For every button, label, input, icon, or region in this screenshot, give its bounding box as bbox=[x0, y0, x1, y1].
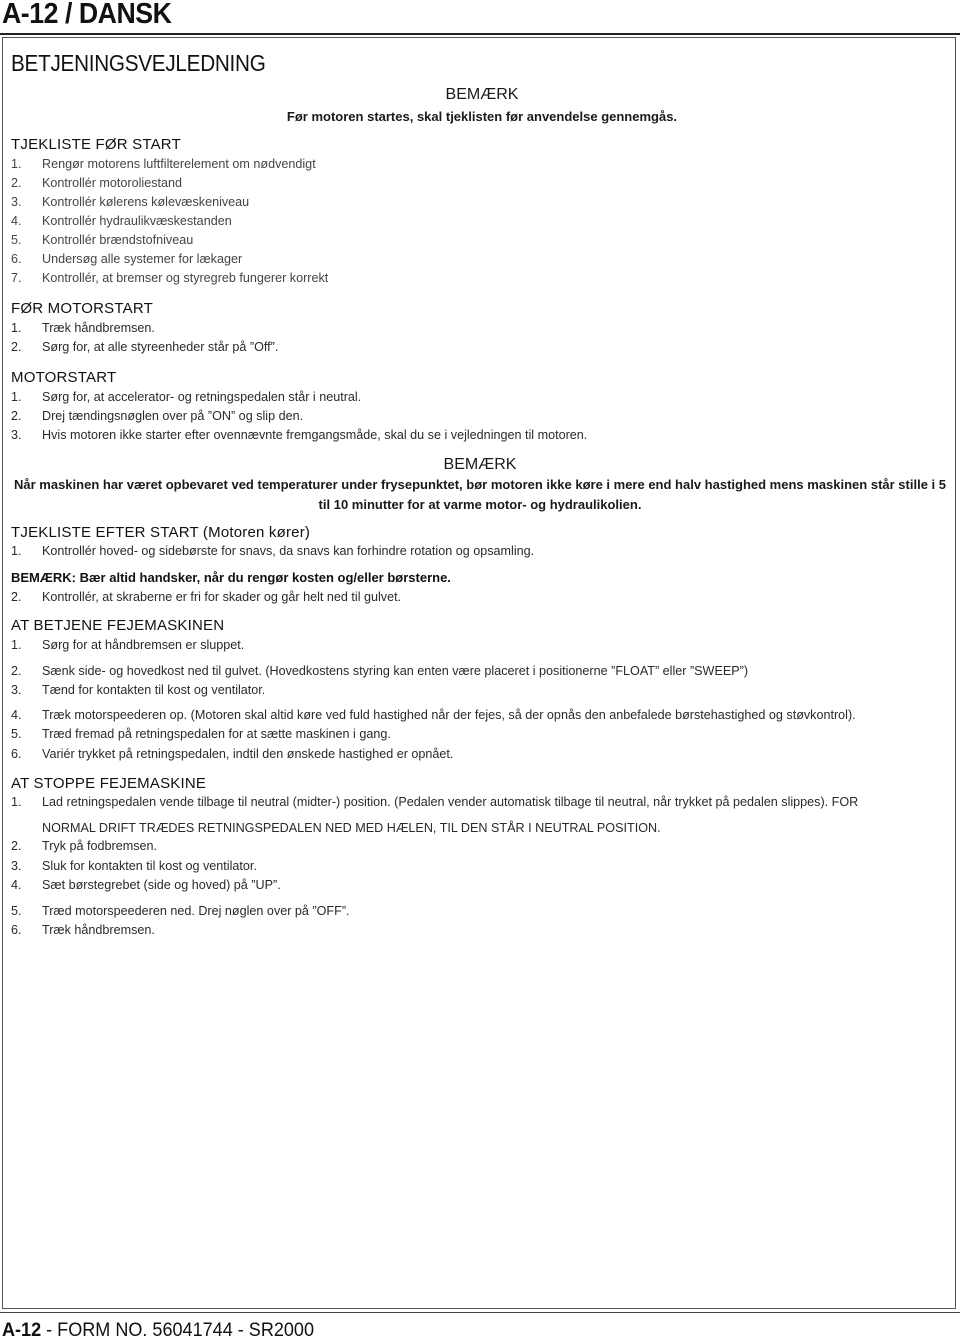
list-item: 3. Kontrollér kølerens kølevæskeniveau bbox=[11, 195, 250, 209]
list-item: 6. Undersøg alle systemer for lækager bbox=[11, 252, 243, 266]
list-item: 4. Sæt børstegrebet (side og hoved) på ”UP”. bbox=[11, 878, 281, 892]
glove-note: BEMÆRK: Bær altid handsker, når du rengør kosten og/eller børsterne. bbox=[11, 570, 451, 585]
list-item-continuation: NORMAL DRIFT TRÆDES RETNINGSPEDALEN NED MED HÆLEN, TIL DEN STÅR I NEUTRAL POSITION. bbox=[42, 821, 661, 835]
list-item: 1. Kontrollér hoved- og sidebørste for snavs, da snavs kan forhindre rotation og opsamling. bbox=[11, 544, 535, 558]
list-item: 1. Sørg for, at accelerator- og retningspedalen står i neutral. bbox=[11, 390, 362, 404]
stop-heading: AT STOPPE FEJEMASKINE bbox=[11, 775, 207, 792]
footer-page-number: A-12 bbox=[2, 1320, 42, 1341]
note-label: BEMÆRK bbox=[443, 456, 517, 473]
checklist-before-heading: TJEKLISTE FØR START bbox=[11, 136, 181, 153]
footer-form-number: - FORM NO. 56041744 - SR2000 bbox=[41, 1320, 315, 1341]
list-item: 2. Drej tændingsnøglen over på ”ON” og slip den. bbox=[11, 409, 304, 423]
list-item: 2. Kontrollér motoroliestand bbox=[11, 176, 183, 190]
list-item: 1. Lad retningspedalen vende tilbage til neutral (midter-) position. (Pedalen vender automatisk tilbage til neutral, når trykket på pedalen slippes). FOR bbox=[11, 795, 859, 809]
list-item: 4. Kontrollér hydraulikvæskestanden bbox=[11, 214, 232, 228]
list-item: 3. Sluk for kontakten til kost og ventilator. bbox=[11, 859, 257, 873]
note-label: BEMÆRK bbox=[445, 86, 519, 103]
section-title: BETJENINGSVEJLEDNING bbox=[11, 50, 266, 76]
list-item: 4. Træk motorspeederen op. (Motoren skal altid køre ved fuld hastighed når der fejes, så der opnås den anbefalede børstehastighed og støvkontrol). bbox=[11, 708, 856, 722]
list-item: 2. Sørg for, at alle styreenheder står på ”Off”. bbox=[11, 340, 279, 354]
list-item: 1. Rengør motorens luftfilterelement om nødvendigt bbox=[11, 157, 316, 171]
list-item: 7. Kontrollér, at bremser og styregreb fungerer korrekt bbox=[11, 271, 329, 285]
list-item: 3. Hvis motoren ikke starter efter ovennævnte fremgangsmåde, skal du se i vejledningen til motoren. bbox=[11, 428, 588, 442]
footer-divider bbox=[0, 1312, 960, 1313]
page-title: A-12 / DANSK bbox=[2, 0, 172, 30]
list-item: 5. Træd fremad på retningspedalen for at sætte maskinen i gang. bbox=[11, 727, 391, 741]
list-item: 1. Træk håndbremsen. bbox=[11, 321, 155, 335]
note-text: Før motoren startes, skal tjeklisten før anvendelse gennemgås. bbox=[286, 109, 678, 124]
before-start-heading: FØR MOTORSTART bbox=[11, 300, 153, 317]
note-text: Når maskinen har været opbevaret ved temperaturer under frysepunktet, bør motoren ikke køre i mere end halv hastighed mens maskinen står stille i 5 bbox=[14, 477, 946, 492]
header-divider bbox=[0, 33, 960, 35]
list-item: 2. Sænk side- og hovedkost ned til gulvet. (Hovedkostens styring kan enten være placeret i positionerne ”FLOAT” eller ”SWEEP”) bbox=[11, 664, 749, 678]
engine-start-heading: MOTORSTART bbox=[11, 369, 117, 386]
list-item: 2. Kontrollér, at skraberne er fri for skader og går helt ned til gulvet. bbox=[11, 590, 402, 604]
checklist-after-heading: TJEKLISTE EFTER START (Motoren kører) bbox=[11, 524, 311, 541]
list-item: 1. Sørg for at håndbremsen er sluppet. bbox=[11, 638, 245, 652]
list-item: 6. Variér trykket på retningspedalen, indtil den ønskede hastighed er opnået. bbox=[11, 747, 454, 761]
list-item: 3. Tænd for kontakten til kost og ventilator. bbox=[11, 683, 266, 697]
list-item: 2. Tryk på fodbremsen. bbox=[11, 839, 158, 853]
note-text: til 10 minutter for at varme motor- og hydraulikolien. bbox=[318, 497, 642, 512]
list-item: 6. Træk håndbremsen. bbox=[11, 923, 155, 937]
list-item: 5. Træd motorspeederen ned. Drej nøglen over på ”OFF”. bbox=[11, 904, 350, 918]
operate-heading: AT BETJENE FEJEMASKINEN bbox=[11, 617, 225, 634]
list-item: 5. Kontrollér brændstofniveau bbox=[11, 233, 194, 247]
page-footer bbox=[2, 1320, 314, 1342]
